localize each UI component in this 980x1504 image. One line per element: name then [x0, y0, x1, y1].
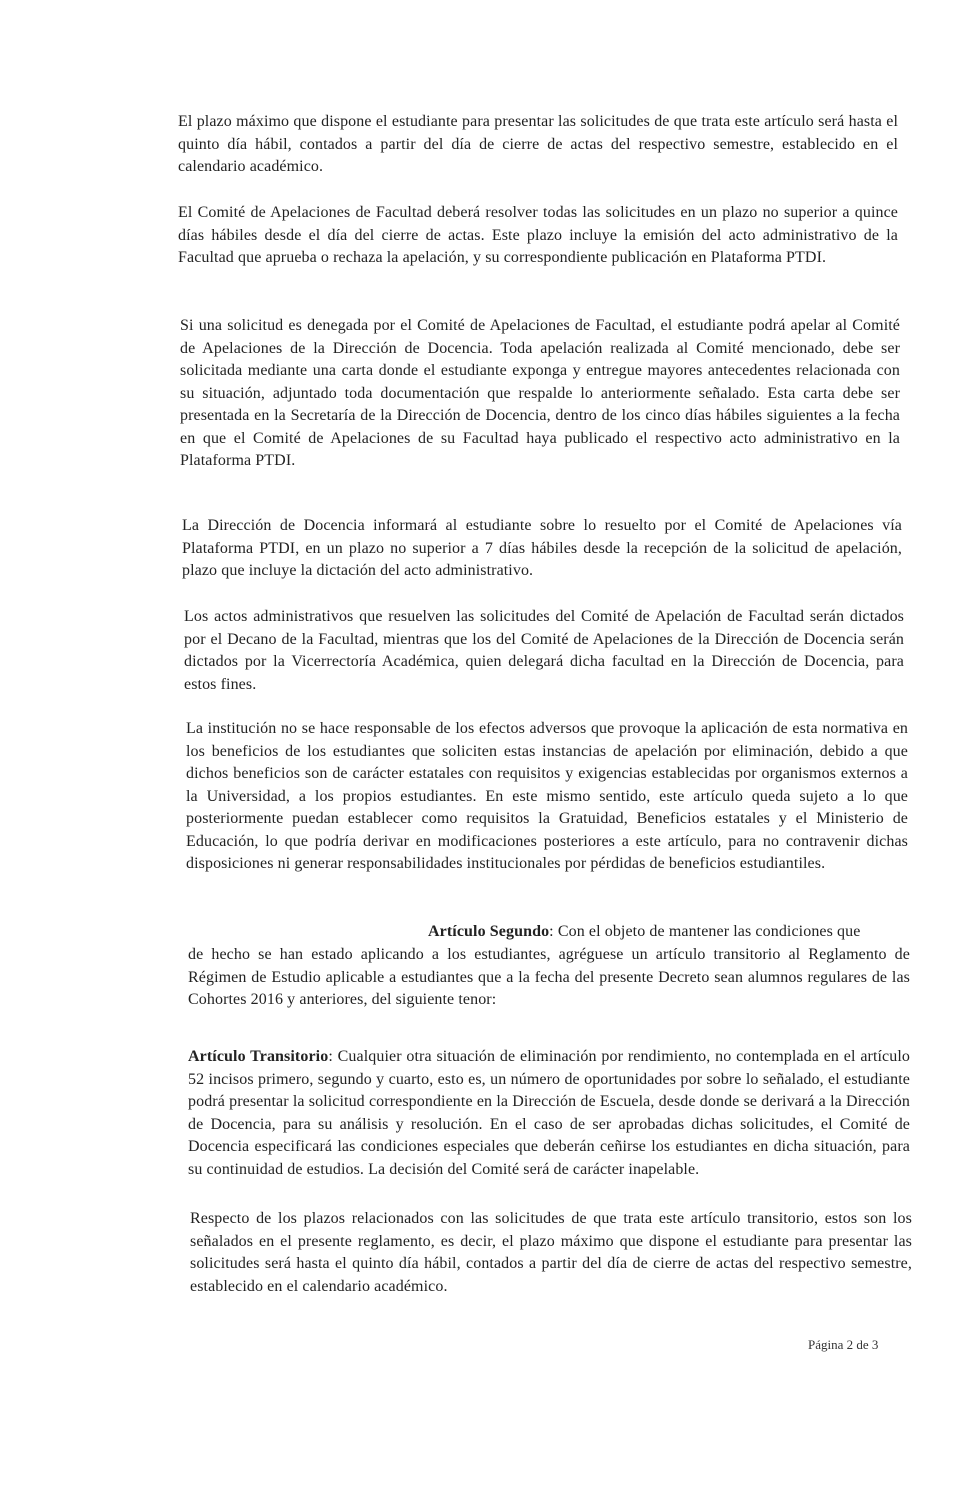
paragraph-respecto-plazos: Respecto de los plazos relacionados con las solicitudes de que trata este artículo transitorio, estos son los señalados en el presente reglamento, es decir, el plazo máximo que dispone el estudiante para presentar las solicitudes será hasta el quinto día hábil, contados a partir del día de cierre de actas del respectivo semestre, establecido en el calendario académico.	[190, 1210, 912, 1295]
articulo-transitorio-text: : Cualquier otra situación de eliminación por rendimiento, no contemplada en el artículo 52 incisos primero, segundo y cuarto, esto es, un número de oportunidades por sobre lo señalado, el estudiante podrá presentar la solicitud correspondiente en la Dirección de Escuela, desde donde se derivará a la Dirección de Docencia, para su análisis y resolución. En el caso de ser aprobadas dichas solicitudes, el Comité de Docencia especificará las condiciones especiales que deberán ceñirse los estudiantes en dicha situación, para su continuidad de estudios. La decisión del Comité será de carácter inapelable.	[188, 1048, 911, 1178]
paragraph-institucion-responsable: La institución no se hace responsable de los efectos adversos que provoque la aplicación de esta normativa en los beneficios de los estudiantes que soliciten estas instancias de apelación por eliminación, debido a que dichos beneficios son de carácter estatales con requisitos y exigencias establecidas por organismos externos a la Universidad, a los propios estudiantes. En este mismo sentido, este artículo queda sujeto a lo que posteriormente puedan establecer como requisitos la Gratuidad, Beneficios estatales y el Ministerio de Educación, lo que podría derivar en modificaciones posteriores a este artículo, para no contravenir dichas disposiciones ni generar responsabilidades institucionales por pérdidas de beneficios estudiantiles.	[186, 720, 908, 872]
paragraph-direccion-docencia: La Dirección de Docencia informará al estudiante sobre lo resuelto por el Comité de Apelaciones vía Plataforma PTDI, en un plazo no superior a 7 días hábiles desde la recepción de la solicitud de apelación, plazo que incluye la dictación del acto administrativo.	[182, 517, 902, 579]
paragraph-plazo-maximo: El plazo máximo que dispone el estudiante para presentar las solicitudes de que trata este artículo será hasta el quinto día hábil, contados a partir del día de cierre de actas del respectivo semestre, establecido en el calendario académico.	[178, 113, 898, 175]
paragraph-actos-administrativos: Los actos administrativos que resuelven las solicitudes del Comité de Apelación de Facultad serán dictados por el Decano de la Facultad, mientras que los del Comité de Apelaciones de la Dirección de Docencia serán dictados por la Vicerrectoría Académica, quien delegará dicha facultad en la Dirección de Docencia, para estos fines.	[184, 608, 904, 693]
articulo-transitorio	[188, 1046, 910, 1181]
paragraph-comite-facultad: El Comité de Apelaciones de Facultad deberá resolver todas las solicitudes en un plazo no superior a quince días hábiles desde el día del cierre de actas. Este plazo incluye la emisión del acto administrativo de la Facultad que aprueba o rechaza la apelación, y su correspondiente publicación en Plataforma PTDI.	[178, 204, 898, 266]
page-number: Página 2 de 3	[808, 1337, 879, 1352]
articulo-segundo-heading: Artículo Segundo	[428, 923, 550, 940]
articulo-segundo-intro	[428, 921, 908, 944]
articulo-transitorio-heading: Artículo Transitorio	[188, 1048, 329, 1065]
articulo-segundo-text: : Con el objeto de mantener las condiciones que	[549, 923, 861, 940]
paragraph-solicitud-denegada: Si una solicitud es denegada por el Comité de Apelaciones de Facultad, el estudiante podrá apelar al Comité de Apelaciones de la Dirección de Docencia. Toda apelación realizada al Comité mencionado, debe ser solicitada mediante una carta donde el estudiante exponga y entregue mayores antecedentes relacionada con su situación, adjuntado toda documentación que respalde lo anteriormente señalado. Esta carta debe ser presentada en la Secretaría de la Dirección de Docencia, dentro de los cinco días hábiles siguientes a la fecha en que el Comité de Apelaciones de su Facultad haya publicado el respectivo acto administrativo en la Plataforma PTDI.	[180, 317, 900, 469]
articulo-segundo-continuation: de hecho se han estado aplicando a los estudiantes, agréguese un artículo transitorio al Reglamento de Régimen de Estudio aplicable a estudiantes que a la fecha del presente Decreto sean alumnos regulares de las Cohortes 2016 y anteriores, del siguiente tenor:	[188, 946, 910, 1008]
